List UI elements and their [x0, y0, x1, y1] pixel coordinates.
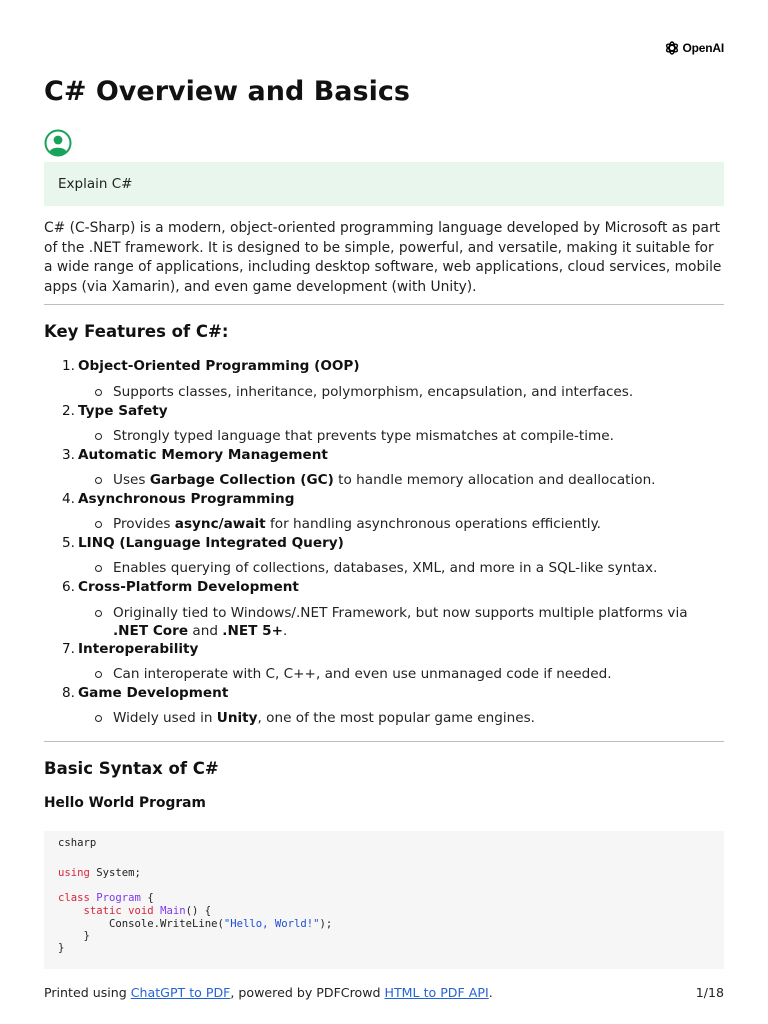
feature-detail: [95, 559, 715, 577]
divider: [44, 304, 724, 305]
feature-number: 8.: [62, 685, 75, 701]
openai-logo: [664, 40, 724, 56]
feature-number: 6.: [62, 579, 75, 595]
feature-detail: [95, 427, 715, 445]
feature-title: Cross-Platform Development: [78, 579, 299, 595]
syntax-heading: Basic Syntax of C#: [44, 759, 219, 778]
footer: Printed using ChatGPT to PDF, powered by PDFCrowd HTML to PDF API.: [44, 985, 493, 1000]
page-number: 1/18: [695, 985, 724, 1000]
feature-number: 7.: [62, 641, 75, 657]
feature-detail-text: Supports classes, inheritance, polymorphism, encapsulation, and interfaces.: [113, 384, 634, 400]
feature-item: [62, 357, 360, 375]
user-prompt-text: Explain C#: [58, 176, 133, 192]
feature-detail-text: Strongly typed language that prevents type mismatches at compile-time.: [113, 428, 614, 444]
feature-item: [62, 446, 328, 464]
feature-number: 3.: [62, 447, 75, 463]
feature-title: Automatic Memory Management: [78, 447, 328, 463]
bullet-icon: [95, 610, 102, 617]
bullet-icon: [95, 389, 102, 396]
feature-title: Object-Oriented Programming (OOP): [78, 358, 360, 374]
feature-item: [62, 490, 294, 508]
bullet-icon: [95, 715, 102, 722]
emphasis: async/await: [174, 516, 266, 532]
code-line: class Program {: [58, 892, 154, 904]
features-heading: Key Features of C#:: [44, 322, 229, 341]
feature-detail: [95, 665, 715, 683]
bullet-icon: [95, 433, 102, 440]
feature-item: [62, 684, 228, 702]
feature-item: [62, 534, 344, 552]
intro-paragraph: C# (C-Sharp) is a modern, object-oriented programming language developed by Microsoft as part of the .NET framework. It is designed to be simple, powerful, and versatile, making it suitable for a wide range of applications, including desktop software, web applications, cloud services, mobile apps (via Xamarin), and even game development (with Unity).: [44, 220, 722, 295]
emphasis: Unity: [216, 710, 258, 726]
feature-detail: Uses Garbage Collection (GC) to handle memory allocation and deallocation.: [95, 471, 715, 489]
feature-detail: [95, 383, 715, 401]
feature-title: Asynchronous Programming: [78, 491, 295, 507]
bullet-icon: [95, 477, 102, 484]
hello-world-heading: Hello World Program: [44, 795, 206, 811]
bullet-icon: [95, 521, 102, 528]
user-avatar-icon: [44, 129, 72, 157]
feature-number: 2.: [62, 403, 75, 419]
emphasis: Garbage Collection (GC): [149, 472, 334, 488]
code-line: using System;: [58, 867, 141, 879]
emphasis: .NET Core: [113, 623, 189, 639]
feature-title: Type Safety: [78, 403, 168, 419]
code-line: Console.WriteLine("Hello, World!");: [109, 918, 333, 930]
html-to-pdf-api-link[interactable]: HTML to PDF API: [384, 985, 489, 1000]
code-line: }: [58, 942, 65, 954]
chatgpt-to-pdf-link[interactable]: ChatGPT to PDF: [130, 985, 231, 1000]
page-title: C# Overview and Basics: [44, 76, 410, 107]
feature-detail-text: Can interoperate with C, C++, and even use unmanaged code if needed.: [113, 666, 612, 682]
feature-item: [62, 578, 299, 596]
code-block[interactable]: [44, 831, 724, 969]
feature-detail: Provides async/await for handling asynchronous operations efficiently.: [95, 515, 715, 533]
emphasis: .NET 5+: [222, 623, 283, 639]
user-prompt: [44, 162, 724, 206]
code-line: }: [83, 930, 90, 942]
feature-title: LINQ (Language Integrated Query): [78, 535, 344, 551]
code-language-label: csharp: [58, 837, 97, 849]
feature-title: Game Development: [78, 685, 229, 701]
feature-number: 5.: [62, 535, 75, 551]
feature-detail: Widely used in Unity, one of the most popular game engines.: [95, 709, 715, 727]
openai-logo-icon: [664, 40, 680, 56]
code-line: static void Main() {: [83, 905, 212, 917]
feature-item: [62, 402, 168, 420]
feature-number: 1.: [62, 358, 75, 374]
feature-item: [62, 640, 198, 658]
bullet-icon: [95, 565, 102, 572]
brand-name: OpenAI: [682, 41, 724, 55]
divider: [44, 741, 724, 742]
feature-detail: Originally tied to Windows/.NET Framework, but now supports multiple platforms via .NET Core and .NET 5+.: [95, 604, 715, 640]
feature-detail-text: Enables querying of collections, databases, XML, and more in a SQL-like syntax.: [113, 560, 658, 576]
feature-number: 4.: [62, 491, 75, 507]
bullet-icon: [95, 671, 102, 678]
feature-title: Interoperability: [78, 641, 199, 657]
